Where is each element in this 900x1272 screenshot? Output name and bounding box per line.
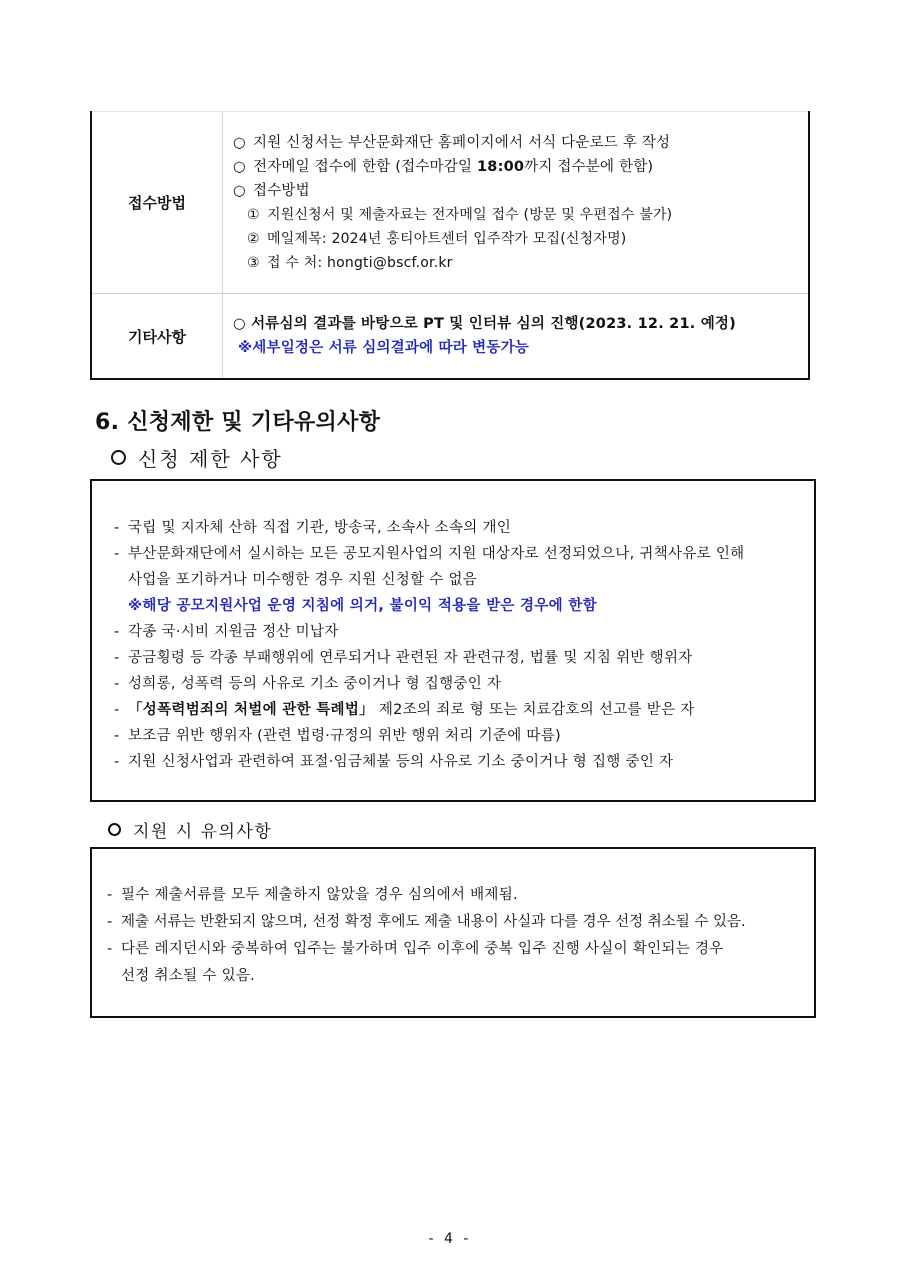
cautions-heading-text: 지원 시 유의사항 <box>133 822 273 842</box>
table-row-submission-method <box>91 112 809 294</box>
method-subline-3: ③ 접 수 처: hongti@bscf.or.kr <box>247 254 453 271</box>
circle-bullet-icon <box>108 823 121 836</box>
list-item: - 「성폭력범죄의 처벌에 관한 특례법」 제2조의 죄로 형 또는 치료감호의 선고를 받은 자 <box>114 702 695 718</box>
application-info-table <box>90 111 810 380</box>
restrictions-heading <box>111 443 283 472</box>
method-subline-2: ② 메일제목: 2024년 홍티아트센터 입주작가 모집(신청자명) <box>247 230 627 247</box>
method-subline-1: ① 지원신청서 및 제출자료는 전자메일 접수 (방문 및 우편접수 불가) <box>247 206 673 223</box>
method-line-2: ○ 전자메일 접수에 한함 (접수마감일 18:00까지 접수분에 한함) <box>233 158 654 175</box>
other-notes-line: ○ 서류심의 결과를 바탕으로 PT 및 인터뷰 심의 진행(2023. 12. 21. 예정) <box>233 316 736 332</box>
list-item-continuation: 선정 취소될 수 있음. <box>121 968 256 984</box>
list-item: - 각종 국·시비 지원금 정산 미납자 <box>114 624 339 640</box>
label-submission-method: 접수방법 <box>91 112 223 294</box>
circle-bullet-icon <box>111 450 126 465</box>
other-notes-content <box>223 294 810 380</box>
law-title: 「성폭력범죄의 처벌에 관한 특례법」 <box>128 702 374 718</box>
method-line-1: ○ 지원 신청서는 부산문화재단 홈페이지에서 서식 다운로드 후 작성 <box>233 134 671 151</box>
table-row-other-notes <box>91 294 809 380</box>
submission-method-content <box>223 112 810 294</box>
list-item: - 성희롱, 성폭력 등의 사유로 기소 중이거나 형 집행중인 자 <box>114 676 502 692</box>
section-title: 6. 신청제한 및 기타유의사항 <box>95 410 381 435</box>
label-other-notes: 기타사항 <box>91 294 223 380</box>
page-number: - 4 - <box>428 1231 472 1247</box>
penalty-note: ※해당 공모지원사업 운영 지침에 의거, 불이익 적용을 받은 경우에 한함 <box>128 598 597 614</box>
list-item: - 필수 제출서류를 모두 제출하지 않았을 경우 심의에서 배제됨. <box>107 887 518 903</box>
list-item: - 부산문화재단에서 실시하는 모든 공모지원사업의 지원 대상자로 선정되었으나, 귀책사유로 인해 <box>114 546 745 562</box>
list-item-continuation: 사업을 포기하거나 미수행한 경우 지원 신청할 수 없음 <box>128 572 478 588</box>
list-item: - 지원 신청사업과 관련하여 표절·임금체불 등의 사유로 기소 중이거나 형 집행 중인 자 <box>114 754 674 770</box>
restrictions-heading-text: 신청 제한 사항 <box>138 447 283 471</box>
method-line-3: ○ 접수방법 <box>233 182 310 199</box>
list-item: - 보조금 위반 행위자 (관련 법령·규정의 위반 행위 처리 기준에 따름) <box>114 728 561 744</box>
schedule-note: ※세부일정은 서류 심의결과에 따라 변동가능 <box>238 340 530 356</box>
list-item: - 제출 서류는 반환되지 않으며, 선정 확정 후에도 제출 내용이 사실과 다를 경우 선정 취소될 수 있음. <box>107 914 746 930</box>
cautions-heading <box>108 817 272 842</box>
cautions-box <box>90 847 816 1018</box>
list-item: - 다른 레지던시와 중복하여 입주는 불가하며 입주 이후에 중복 입주 진행 사실이 확인되는 경우 <box>107 941 724 957</box>
list-item: - 국립 및 지자체 산하 직접 기관, 방송국, 소속사 소속의 개인 <box>114 520 512 536</box>
list-item: - 공금횡령 등 각종 부패행위에 연루되거나 관련된 자 관련규정, 법률 및 지침 위반 행위자 <box>114 650 693 666</box>
restrictions-box <box>90 479 816 802</box>
